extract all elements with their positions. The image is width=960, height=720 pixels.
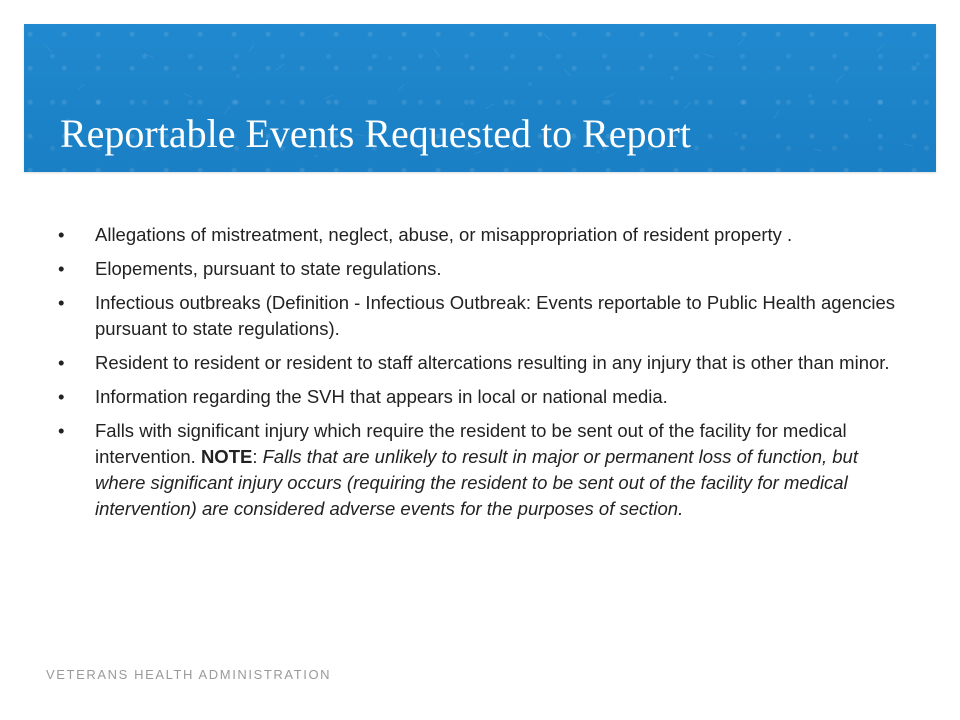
bullet-item bbox=[58, 256, 908, 282]
bullet-text: Information regarding the SVH that appears in local or national media. bbox=[95, 386, 668, 407]
bullet-icon: • bbox=[58, 258, 65, 279]
bullet-icon: • bbox=[58, 224, 65, 245]
footer-organization: VETERANS HEALTH ADMINISTRATION bbox=[46, 667, 332, 682]
bullet-text: Allegations of mistreatment, neglect, abuse, or misappropriation of resident property . bbox=[95, 224, 793, 245]
bullet-icon: • bbox=[58, 292, 65, 313]
bullet-icon: • bbox=[58, 420, 65, 441]
bullet-text: Elopements, pursuant to state regulations. bbox=[95, 258, 442, 279]
bullet-item bbox=[58, 418, 908, 522]
slide-title: Reportable Events Requested to Report bbox=[60, 111, 691, 156]
note-colon: : bbox=[252, 446, 263, 467]
slide-body bbox=[58, 222, 908, 530]
bullet-text: Infectious outbreaks (Definition - Infectious Outbreak: Events reportable to Public Health agencies pursuant to state regulations). bbox=[95, 292, 896, 339]
bullet-text: Resident to resident or resident to staff altercations resulting in any injury that is other than minor. bbox=[95, 352, 890, 373]
bullet-icon: • bbox=[58, 386, 65, 407]
bullet-icon: • bbox=[58, 352, 65, 373]
title-banner bbox=[24, 24, 936, 172]
bullet-list bbox=[58, 222, 908, 522]
bullet-item bbox=[58, 350, 908, 376]
bullet-item bbox=[58, 222, 908, 248]
bullet-item bbox=[58, 384, 908, 410]
note-text: Falls that are unlikely to result in major or permanent loss of function, but where significant injury occurs (requiring the resident to be sent out of the facility for medical intervention) are considered adverse events for the purposes of section. bbox=[95, 446, 858, 519]
note-label: NOTE bbox=[200, 446, 253, 467]
falls-text: Falls with significant injury which require the resident to be sent out of the facility for medical intervention. bbox=[95, 420, 847, 467]
bullet-text bbox=[95, 420, 858, 519]
bullet-item bbox=[58, 290, 908, 342]
